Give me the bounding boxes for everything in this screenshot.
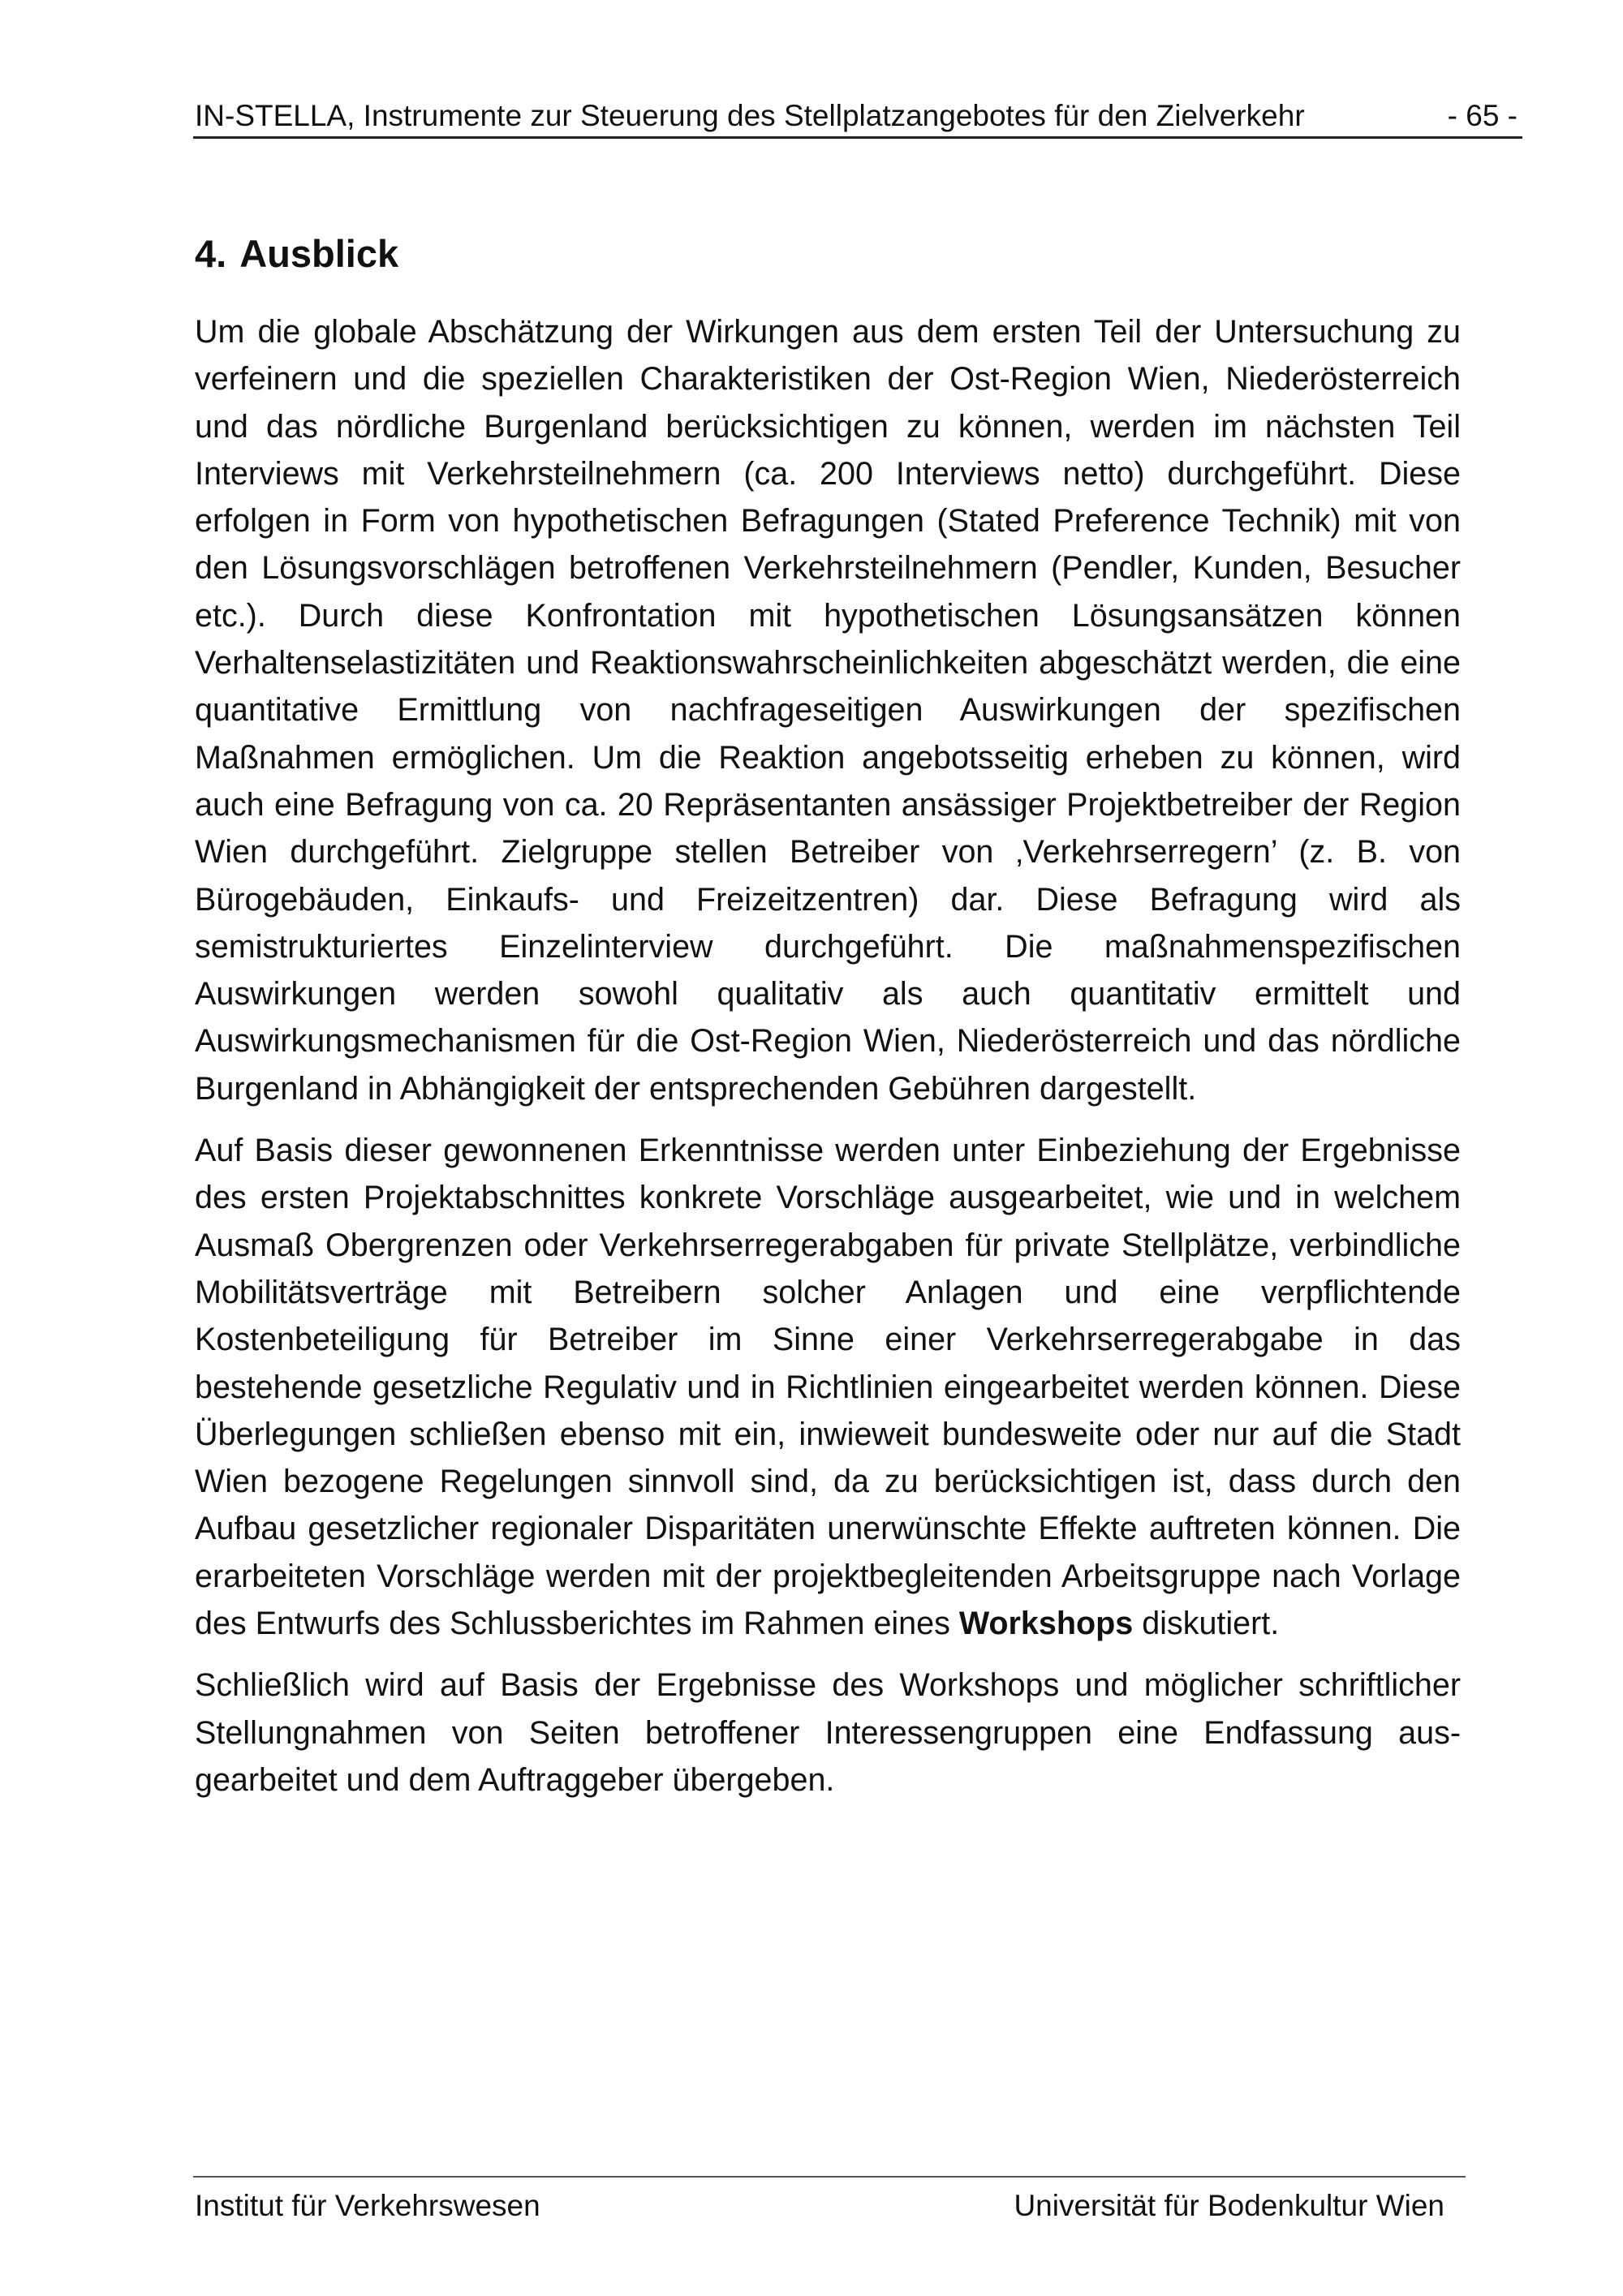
paragraph-2-tail: diskutiert. [1142,1606,1280,1642]
section-title: Ausblick [239,232,399,275]
paragraph-2-text: Auf Basis dieser gewonnenen Erkenntnisse werden unter Einbeziehung der Ergebnisse des ersten Projektabschnittes konkrete Vorschläge ausgearbeitet, wie und in welchem Ausmaß Obergrenzen oder Verkehrserregerabgaben für private Stellplätze, verbindliche Mobilitätsverträge mit Betreibern solcher Anlagen und eine verpflichtende Kostenbeteiligung für Betreiber im Sinne einer Verkehrserregerabgabe in das bestehende gesetzliche Regulativ und in Richtlinien eingearbeitet werden können. Diese Überlegungen schließen ebenso mit ein, inwieweit bundesweite oder nur auf die Stadt Wien bezogene Regelungen sinnvoll sind, da zu berücksichtigen ist, dass durch den Aufbau gesetzlicher regionaler Disparitäten unerwünschte Effekte auftreten können. Die erarbeiteten Vorschläge werden mit der projektbegleitenden Arbeitsgruppe nach Vorlage des Entwurfs des Schlussberichtes im Rahmen eines [195,1133,1461,1642]
page-header [193,96,1522,139]
section-number: 4. [195,232,227,275]
page-footer [193,2176,1466,2226]
paragraph-2 [195,1127,1461,1647]
main-content [195,223,1461,1818]
footer-institute: Institut für Verkehrswesen [195,2189,540,2222]
section-heading [195,223,1461,284]
paragraph-3: Schließlich wird auf Basis der Ergebnisse des Workshops und möglicher schriftlicher Stellungnahmen von Seiten betroffener Interessengruppen eine Endfassung ausgearbeitet und dem Auftraggeber übergeben. [195,1667,1461,1798]
paragraph-2-bold-term: Workshops [958,1606,1134,1642]
paragraph-1: Um die globale Abschätzung der Wirkungen aus dem ersten Teil der Untersuchung zu verfeinern und die speziellen Charakteristiken der Ost-Region Wien, Niederösterreich und das nördliche Burgenland berücksichtigen zu können, werden im nächsten Teil Interviews mit Verkehrsteilnehmern (ca. 200 Interviews netto) durchgeführt. Diese erfolgen in Form von hypothetischen Befragungen (Stated Preference Technik) mit von den Lösungsvorschlägen betroffenen Verkehrsteilnehmern (Pendler, Kunden, Besucher etc.). Durch diese Konfrontation mit hypothetischen Lösungsansätzen können Verhaltenselastizitäten und Reaktionswahrscheinlichkeiten abgeschätzt werden, die eine quantitative Ermittlung von nachfrageseitigen Auswirkungen der spezifischen Maßnahmen ermöglichen. Um die Reaktion angebotsseitig erheben zu können, wird auch eine Befragung von ca. 20 Repräsentanten ansässiger Projektbetreiber der Region Wien durchgeführt. Zielgruppe stellen Betreiber von ‚Verkehrserregern’ (z. B. von Bürogebäuden, Einkaufs- und Freizeitzentren) dar. Diese Befragung wird als semistrukturiertes Einzelinterview durchgeführt. Die maßnahmenspezifischen Auswirkungen werden sowohl qualitativ als auch quantitativ ermittelt und Auswirkungsmechanismen für die Ost-Region Wien, Niederösterreich und das nördliche Burgenland in Abhängigkeit der entsprechenden Gebühren dargestellt. [195,314,1461,1107]
footer-university: Universität für Bodenkultur Wien [1014,2189,1444,2222]
header-title: IN-STELLA, Instrumente zur Steuerung des Stellplatzangebotes für den Zielverkehr [195,99,1305,132]
page-number: - 65 - [1447,99,1518,132]
